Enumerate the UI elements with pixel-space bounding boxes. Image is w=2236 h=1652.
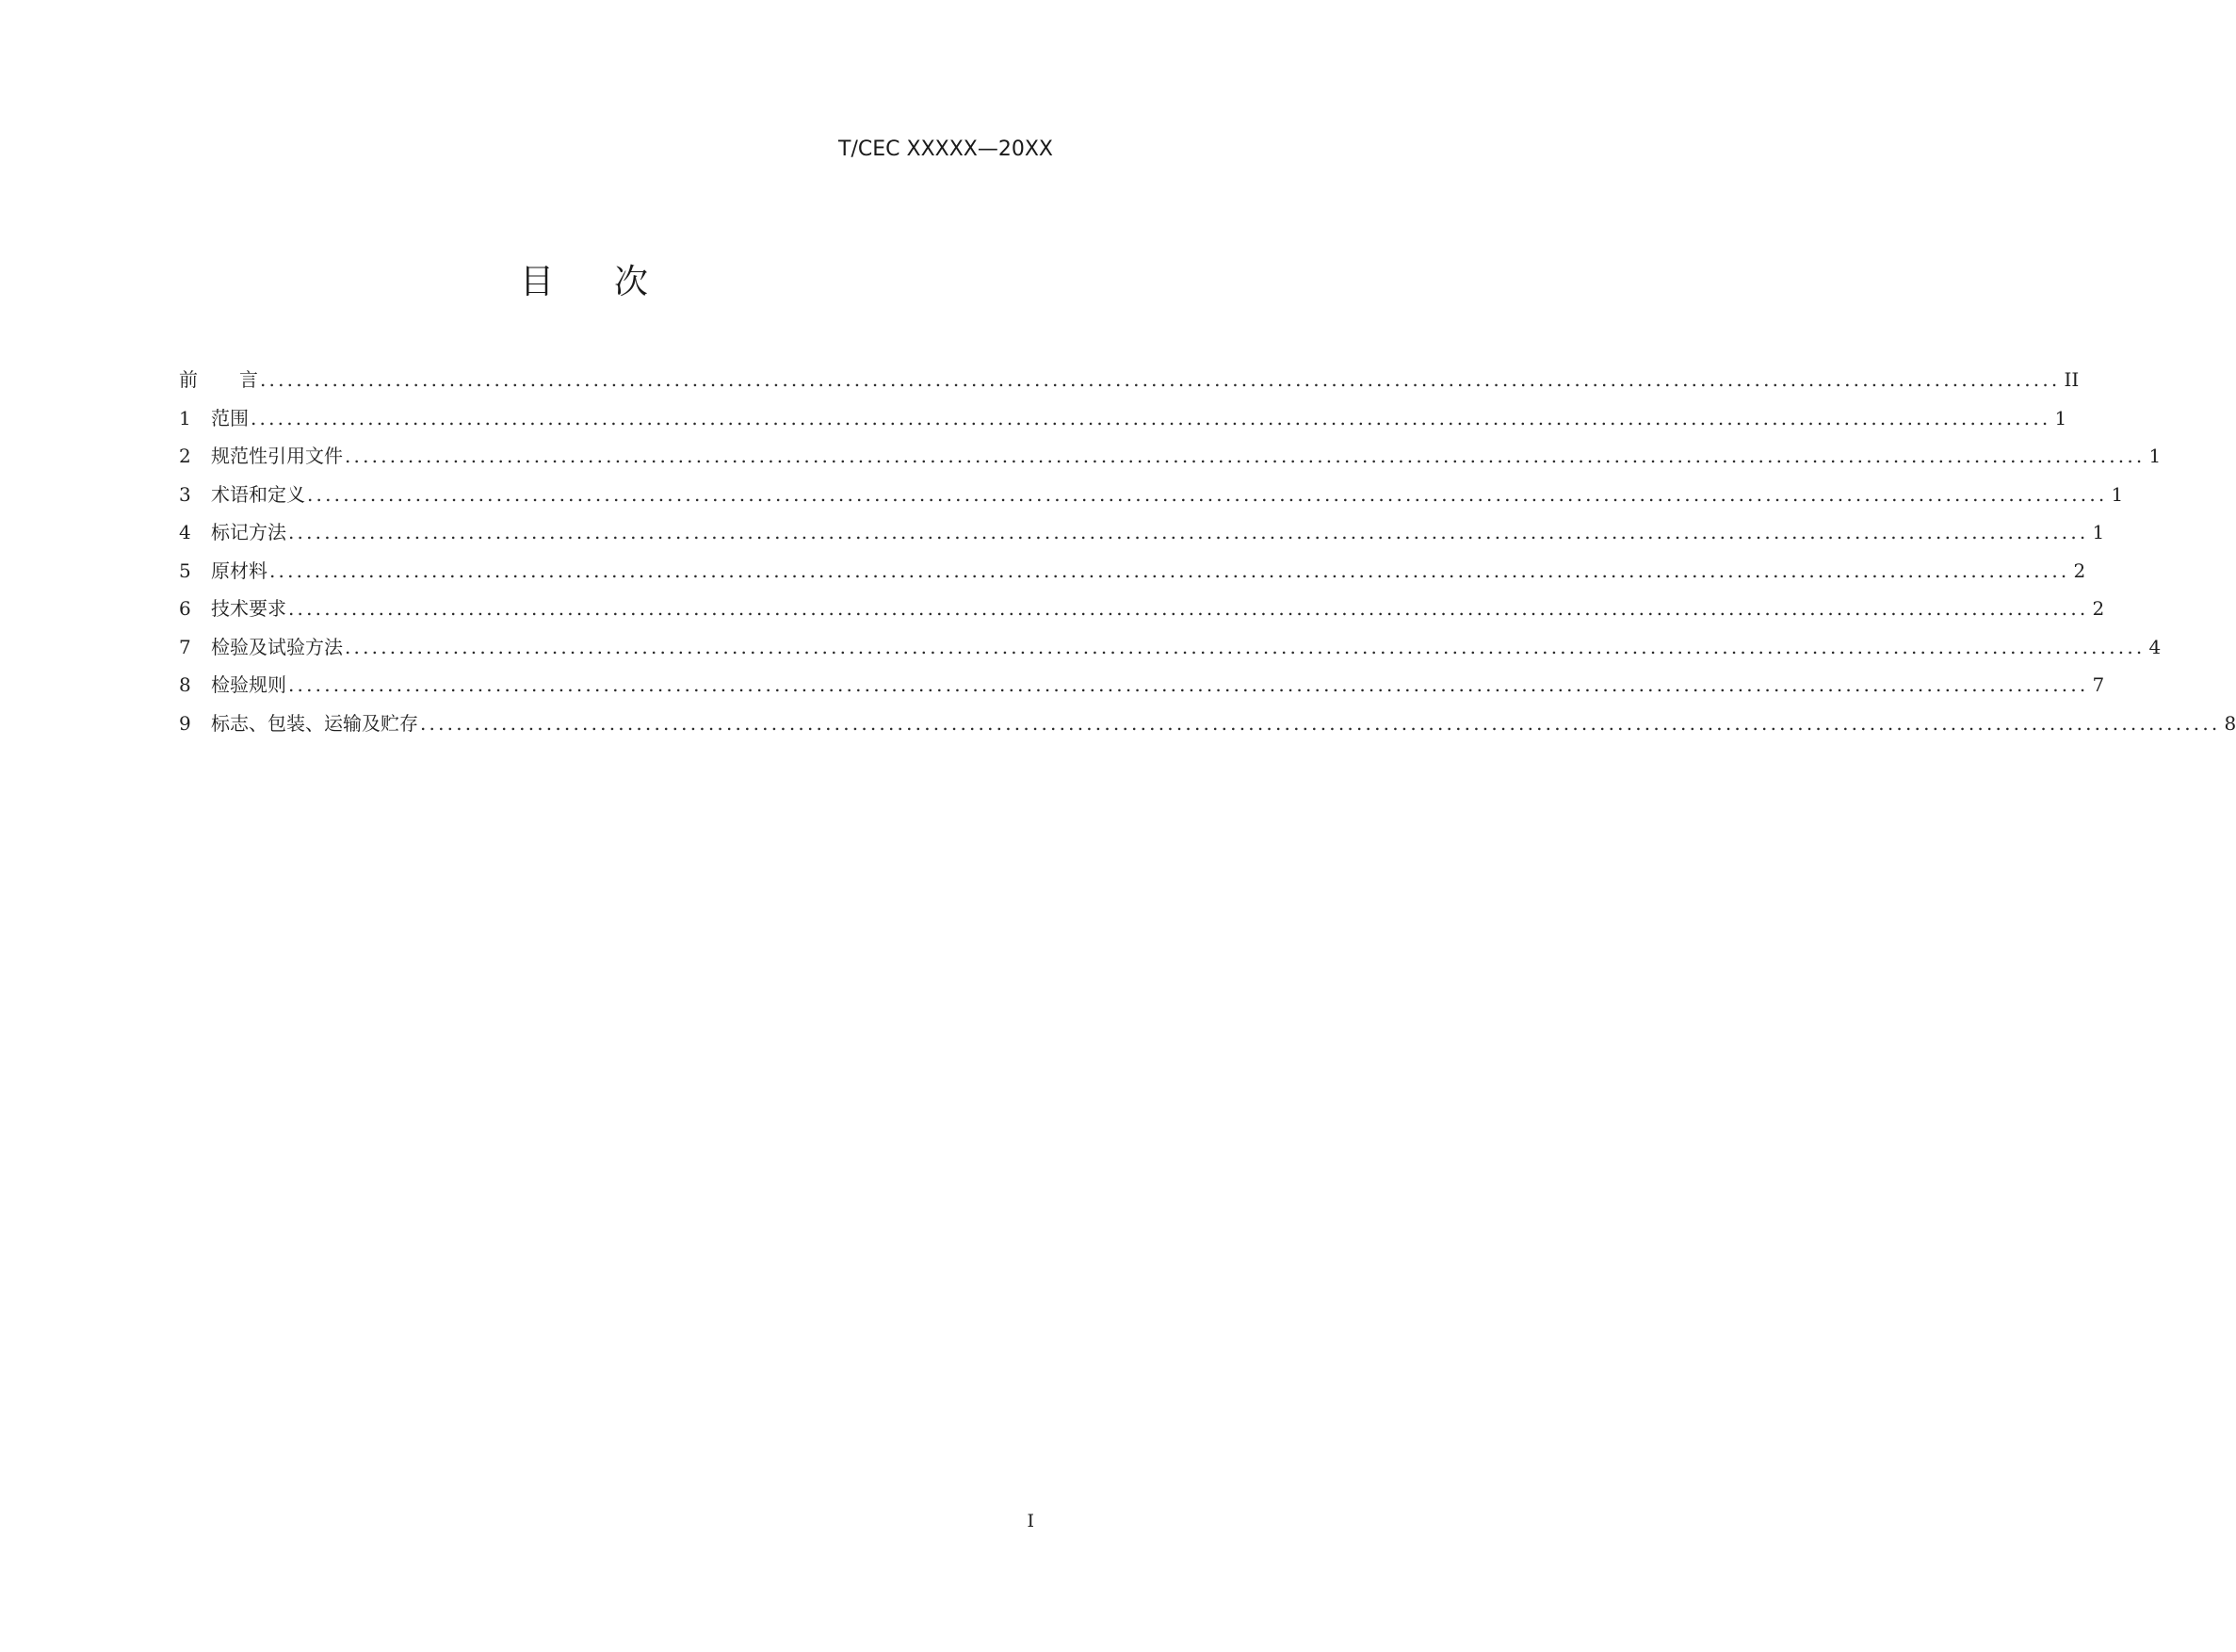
preface-label-first: 前	[179, 368, 198, 391]
toc-entry-label: 检验及试验方法	[211, 635, 343, 658]
toc-entry[interactable]	[179, 444, 2162, 482]
preface-label-second: 言	[239, 368, 258, 391]
toc-entry-page: 1	[2054, 406, 2067, 429]
dot-leader: ........................................................................................................................................................................................................	[345, 635, 2146, 658]
dot-leader: ........................................................................................................................................................................................................	[345, 445, 2146, 467]
dot-leader: ........................................................................................................................................................................................................	[251, 406, 2051, 429]
toc-entry[interactable]	[179, 672, 2105, 711]
toc-entry-page: 2	[2073, 559, 2086, 582]
toc-entry-page: 8	[2224, 711, 2236, 735]
toc-entry[interactable]	[179, 520, 2105, 559]
toc-entry-number: 1	[179, 406, 191, 429]
dot-leader: ........................................................................................................................................................................................................	[307, 482, 2108, 506]
document-code: T/CEC XXXXX—20XX	[838, 138, 1053, 161]
toc-entry-page: 1	[2148, 445, 2162, 467]
toc-entry-label: 术语和定义	[211, 482, 305, 506]
page-title	[0, 262, 1168, 303]
toc-entry-number: 5	[179, 559, 191, 582]
page-number: I	[1027, 1511, 1034, 1531]
toc-entry-number: 6	[179, 597, 191, 620]
toc-entry[interactable]	[179, 635, 2162, 673]
toc-entry-label: 规范性引用文件	[211, 445, 343, 467]
toc-entry-label: 检验规则	[211, 673, 286, 696]
table-of-contents	[179, 367, 2236, 749]
toc-entry-label: 技术要求	[211, 597, 286, 620]
dot-leader: ........................................................................................................................................................................................................	[288, 597, 2089, 620]
toc-entry-number: 2	[179, 445, 191, 467]
toc-entry-page: 2	[2092, 597, 2105, 620]
dot-leader: ........................................................................................................................................................................................................	[420, 711, 2221, 735]
toc-entry-number: 8	[179, 673, 191, 696]
toc-entry-page: 1	[2092, 521, 2105, 543]
toc-entry-label	[179, 367, 258, 392]
toc-entry-page: 4	[2148, 635, 2162, 658]
toc-entry-preface[interactable]	[179, 367, 2080, 406]
dot-leader: ........................................................................................................................................................................................................	[260, 368, 2061, 391]
toc-entry[interactable]	[179, 711, 2236, 750]
toc-entry-number: 9	[179, 711, 191, 735]
toc-entry-label: 原材料	[211, 559, 267, 582]
toc-entry[interactable]	[179, 559, 2086, 597]
toc-entry-page: 1	[2111, 482, 2124, 506]
title-char-1: 目	[519, 263, 554, 301]
toc-entry-label: 范围	[211, 406, 249, 429]
toc-entry[interactable]	[179, 596, 2105, 635]
toc-entry-number: 7	[179, 635, 191, 658]
toc-entry-label: 标记方法	[211, 521, 286, 543]
toc-entry-label: 标志、包装、运输及贮存	[211, 711, 418, 735]
toc-entry[interactable]	[179, 482, 2124, 521]
toc-entry-number: 3	[179, 482, 191, 506]
toc-entry-number: 4	[179, 521, 191, 543]
toc-entry[interactable]	[179, 406, 2067, 445]
title-char-2: 次	[614, 263, 649, 301]
toc-entry-page: II	[2064, 368, 2080, 391]
dot-leader: ........................................................................................................................................................................................................	[269, 559, 2070, 582]
toc-entry-page: 7	[2092, 673, 2105, 696]
dot-leader: ........................................................................................................................................................................................................	[288, 521, 2089, 543]
dot-leader: ........................................................................................................................................................................................................	[288, 673, 2089, 696]
